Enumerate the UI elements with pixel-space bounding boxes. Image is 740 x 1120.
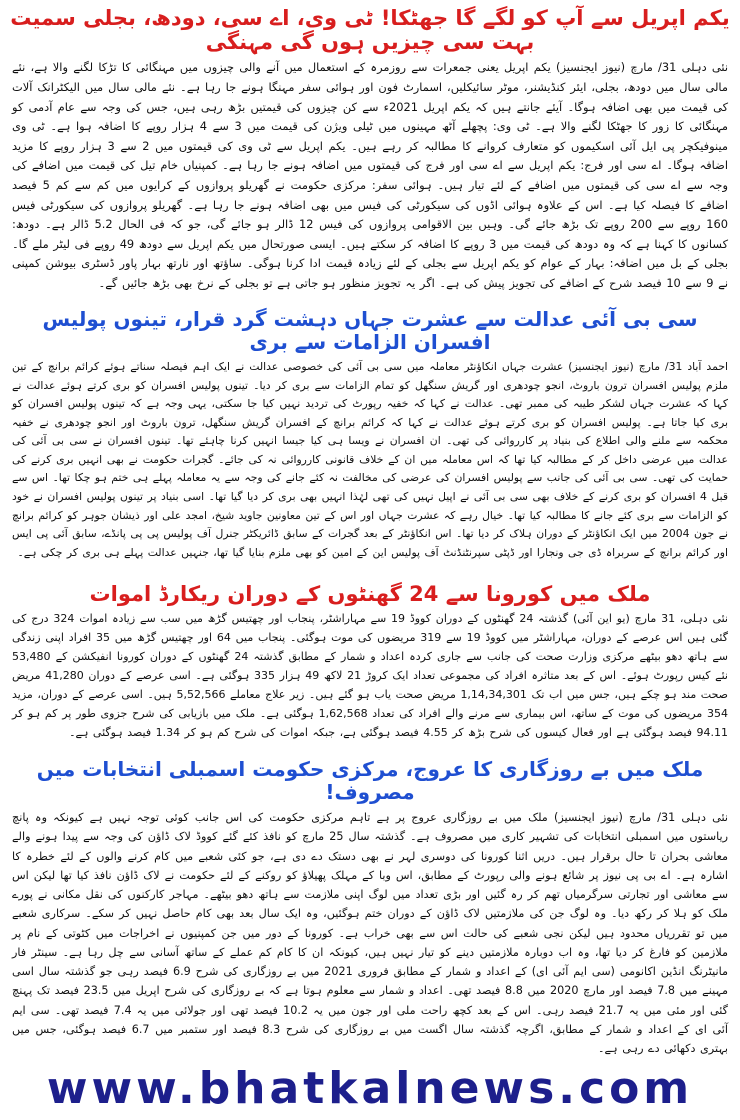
body-price-hike: نئی دہلی 31/ مارچ (نیوز ایجنسیز) یکم اپریل یعنی جمعرات سے روزمرہ کے استعمال میں آنے والی چیزوں میں مہنگائی کا تڑکا لگنے والا ہے، نئے مالی سال میں دودھ، بجلی، ایئر کنڈیشنر، موٹر سائیکلیں، اسمارٹ فون اور ہوائی سفر مہنگا ہونے جا رہا ہے۔ نئے مالی سال میں الیکٹرانک آلات کی قیمت میں بھی اضافہ ہوگا۔ آیئے جانتے ہیں کہ یکم اپریل 2021ء سے کن چیزوں کی قیمتیں بڑھ رہی ہیں، جس کی وجہ سے عام آدمی کو مہنگائی کا زور کا جھٹکا لگنے والا ہے۔ ٹی وی: پچھلے آٹھ مہینوں میں ٹیلی ویژن کی قیمت میں 3 سے 4 ہزار روپے کا اضافہ ہوا ہے۔ ٹی وی مینوفیکچر پی ایل آئی اسکیموں کو متعارف کروانے کا مطالبہ کر رہے ہیں۔ یکم اپریل سے ٹی وی کی قیمتوں میں 2 سے 3 ہزار روپے کا مزید اضافہ ہوگا۔ اے سی اور فرج: یکم اپریل سے اے سی اور فرج کی قیمتوں میں اضافہ ہونے جا رہا ہے۔ کمپنیاں خام تیل کی قیمت میں اضافے کی وجہ سے اے سی کی قیمتوں میں اضافے کے لئے تیار ہیں۔ ہوائی سفر: مرکزی حکومت نے گھریلو پروازوں کے کرایوں میں کم سے کم 5 فیصد اضافے کا فیصلہ کیا ہے۔ اس کے علاوہ ہوائی اڈوں کی سیکورٹی کی فیس میں بھی اضافہ ہونے جا رہا ہے۔ گھریلو پروازوں کی سیکورٹی فیس 160 روپے سے 200 روپے تک بڑھ جائے گی۔ وہیں بین الاقوامی پروازوں کی فیس 12 ڈالر ہو جائے گی، جو کہ فی الحال 5.2 ڈالر ہے۔ دودھ: کسانوں کا کہنا ہے کہ وہ دودھ کی قیمت میں 3 روپے کا اضافہ کر سکتے ہیں۔ ایسی صورتحال میں یکم اپریل سے دودھ 49 روپے فی لیٹر ملے گا۔ بجلی کے بل میں اضافہ: بہار کے عوام کو یکم اپریل سے بجلی کے لئے زیادہ قیمت ادا کرنا ہوگی۔ ساؤتھ اور نارتھ بہار پاور ڈسٹری بیوشن کمپنی نے 9 سے 10 فیصد شرح کے اضافے کی تجویز پیش کی ہے۔ اگر یہ تجویز منظور ہو جاتی ہے تو بجلی کے نرخ بھی بڑھ جائیں گے۔	[12, 60, 728, 290]
headline-price-hike: یکم اپریل سے آپ کو لگے گا جھٹکا! ٹی وی، اے سی، دودھ، بجلی سمیت بہت سی چیزیں ہوں گی مہنگی	[10, 6, 730, 55]
article-unemployment	[10, 758, 730, 1058]
body-ishrat-jahan: احمد آباد 31/ مارچ (نیوز ایجنسیز) عشرت جہاں انکاؤنٹر معاملہ میں سی بی آئی کی خصوصی عدالت نے ایک اہم فیصلہ سناتے ہوئے کرائم برانچ کے تین ملزم پولیس افسران ترون باروٹ، انجو چودھری اور گریش سنگھل کو تمام الزامات سے بری کر دیا۔ تینوں پولیس افسران کو بری کرتے ہوئے عدالت نے کہا کہ عشرت جہاں لشکر طیبہ کی ممبر تھی۔ عدالت نے کہا کہ خفیہ رپورٹ کی تردید نہیں کیا جا سکتی، یہی وجہ ہے کہ تینوں پولیس افسران کو بری کیا جاتا ہے۔ پولیس افسران کو بری کرتے ہوئے عدالت نے کہا کہ کرائم برانچ کے افسران گریش سنگھل، ترون باروٹ اور انجو چودھری نے خفیہ محکمہ سے ملنے والی اطلاع کی بنیاد پر کارروائی کی تھی۔ ان افسران نے ویسا ہی کیا جیسا انہیں کرنا چاہئے تھا۔ تینوں افسران نے سی بی آئی کی عدالت میں عرضی داخل کر کے مطالبہ کیا تھا کہ اس معاملہ میں ان کے خلاف قانونی کارروائی نہ کی جائے۔ گجرات حکومت نے بھی انہیں بری کرنے کی حمایت کی تھی۔ سی بی آئی کی جانب سے پولیس افسران کی عرضی کی مخالفت نہ کئے جانے کی وجہ سے یہ معاملہ پہلے ہی ختم ہو چکا تھا۔ اس سے قبل 4 افسران کو بری کرنے کے خلاف بھی سی بی آئی نے اپیل نہیں کی تھی لہٰذا انہیں بھی بری کر دیا گیا تھا۔ اسی بنیاد پر تینوں پولیس افسران نے خود کو الزامات سے بری کئے جانے کا مطالبہ کیا تھا۔ خیال رہے کہ عشرت جہاں اور اس کے تین معاونین جاوید شیخ، امجد علی اور ذیشان جوہر کو کرائم برانچ نے جون 2004 میں ایک انکاؤنٹر کے دوران ہلاک کر دیا تھا۔ اس انکاؤنٹر کے بعد گجرات کے سابق ڈائریکٹر جنرل آف پولیس پی پی پانڈے، سابق آئی پی ایس اور کرائم برانچ کے سربراہ ڈی جی ونجارا اور ڈپٹی سپرنٹنڈنٹ آف پولیس این کے امین کو بھی ملزم بنایا گیا تھا، جنہیں عدالت پہلے ہی بری کر چکی ہے۔	[11, 360, 728, 559]
article-price-hike	[10, 6, 730, 294]
body-unemployment: نئی دہلی 31/ مارچ (نیوز ایجنسیز) ملک میں بے روزگاری عروج پر ہے تاہم مرکزی حکومت کی اس جانب کوئی توجہ نہیں ہے کیونکہ وہ پانچ ریاستوں میں اسمبلی انتخابات کی تشہیر کاری میں مصروف ہے۔ گذشتہ سال 25 مارچ کو نافذ کئے گئے کووڈ لاک ڈاؤن کی وجہ سے پیدا ہونے والے معاشی بحران تا حال برقرار ہیں۔ دریں اثنا کورونا کی دوسری لہر نے بھی دستک دے دی ہے، جو کئی شعبے میں کام کرنے والوں کے لئے خطرہ کا اشارہ ہے۔ اے بی پی نیوز پر شائع ہونے والی رپورٹ کے مطابق، اس وبا کے مہلک پھیلاؤ کو روکنے کے لئے حکومت نے لاک ڈاؤن نافذ کیا تھا لیکن اس سے معاشی اور تجارتی سرگرمیاں تھم کر رہ گئیں اور بڑی تعداد میں لوگ اپنی ملازمت سے ہاتھ دھو بیٹھے۔ مہاجر کارکنوں کی نقل مکانی نے پورے ملک کو ہلا کر رکھ دیا۔ وہ لوگ جن کی ملازمتیں لاک ڈاؤن کے دوران ختم ہوگئیں، وہ ایک سال بعد بھی کام حاصل نہیں کر سکے۔ سرکاری شعبے میں تو تقرریاں محدود ہیں لیکن نجی شعبے کی حالت اس سے بھی خراب ہے۔ کورونا کے دور میں جن کمپنیوں نے اخراجات میں کٹوتی کے نام پر ملازمین کو فارغ کر دیا تھا، وہ اب دوبارہ ملازمتیں دینے کو تیار نہیں ہیں، کیونکہ ان کا کام کم عملے کے ساتھ آسانی سے چل رہا ہے۔ سینٹر فار مانیٹرنگ انڈین اکانومی (سی ایم آئی ای) کے اعداد و شمار کے مطابق فروری 2021 میں بے روزگاری کی شرح 6.9 فیصد رہی جو گذشتہ سال اسی مہینے میں 7.8 فیصد اور مارچ 2020 میں 8.8 فیصد تھی۔ اعداد و شمار سے معلوم ہوتا ہے کہ بے روزگاری کی شرح اپریل میں 23.5 فیصد تک پہنچ گئی اور مئی میں یہ 21.7 فیصد رہی۔ اس کے بعد کچھ راحت ملی اور جون میں یہ 10.2 فیصد تھی اور جولائی میں یہ 7.4 فیصد تھی۔ سی ایم آئی ای کے اعداد و شمار کے مطابق، اگرچہ گذشتہ سال اگست میں بے روزگاری کی شرح 8.3 فیصد اور ستمبر میں 6.7 فیصد ہوگئی، جس میں بہتری دکھائی دے رہی ہے۔	[12, 811, 729, 1056]
site-footer-logo: www.bhatkalnews.com	[46, 1063, 694, 1114]
headline-corona-deaths: ملک میں کورونا سے 24 گھنٹوں کے دوران ریکارڈ اموات	[89, 582, 651, 606]
article-corona-deaths	[10, 582, 730, 743]
body-corona-deaths: نئی دہلی، 31 مارچ (یو این آئی) گذشتہ 24 گھنٹوں کے دوران کووڈ 19 سے مہاراشٹر، پنجاب اور چھتیس گڑھ میں سب سے زیادہ اموات 324 درج کی گئی ہیں اس عرصے کے دوران، مہاراشٹر میں کووڈ 19 سے 319 مریضوں کی موت ہوگئی۔ پنجاب میں 64 اور چھتیس گڑھ میں 35 افراد اپنی زندگی سے ہاتھ دھو بیٹھے مرکزی وزارت صحت کی جانب سے جاری کردہ اعداد و شمار کے مطابق گذشتہ 24 گھنٹوں کے دوران کورونا انفیکشن کے 53,480 نئے کیس رپورٹ ہوئے۔ اس کے بعد متاثرہ افراد کی مجموعی تعداد ایک کروڑ 21 لاکھ 49 ہزار 335 ہوگئی ہے۔ اسی عرصے کے دوران 41,280 مریض صحت مند ہو چکے ہیں، جس میں اب تک 1,14,34,301 مریض صحت یاب ہو گئے ہیں۔ زیر علاج معاملے 5,52,566 ہیں۔ اسی عرصے کے دوران، مزید 354 مریضوں کی موت کے ساتھ، اس بیماری سے مرنے والے افراد کی تعداد 1,62,568 ہوگئی ہے۔ ملک میں بازیابی کی شرح جزوی طور پر کم ہو کر 94.11 فیصد ہوگئی ہے اور فعال کیسوں کی شرح بڑھ کر 4.55 فیصد ہوگئی ہے، جبکہ اموات کی شرح کم ہو کر 1.34 فیصد ہوگئی ہے۔	[12, 612, 729, 739]
headline-ishrat-jahan: سی بی آئی عدالت سے عشرت جہاں دہشت گرد قرار، تینوں پولیس افسران الزامات سے بری	[42, 307, 698, 354]
headline-unemployment: ملک میں بے روزگاری کا عروج، مرکزی حکومت اسمبلی انتخابات میں مصروف!	[36, 757, 704, 804]
article-ishrat-jahan	[10, 308, 730, 562]
